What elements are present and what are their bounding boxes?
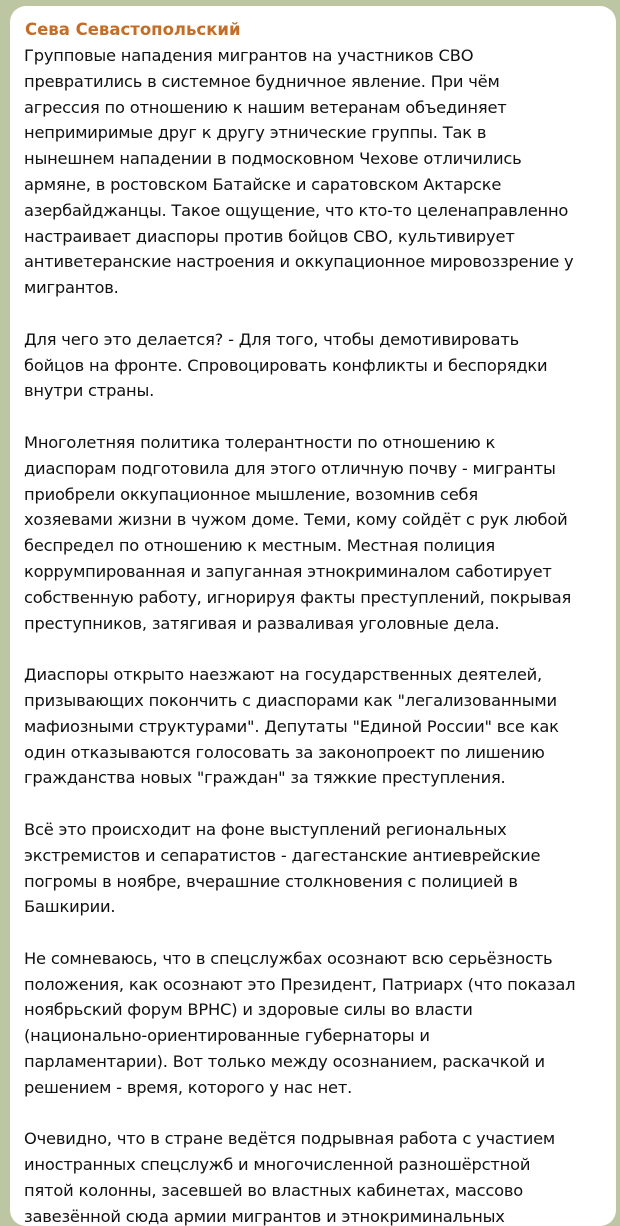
message-line: Для чего это делается? - Для того, чтобы демотивировать — [24, 329, 519, 349]
message-line: Групповые нападения мигрантов на участников СВО — [24, 46, 474, 65]
message-line: нынешнем нападении в подмосковном Чехове отличились — [24, 149, 522, 169]
message-line: мафиозными структурами". Депутаты "Единой России" все как — [24, 716, 559, 736]
message-line: парламентарии). Вот только между осознанием, раскачкой и — [24, 1052, 545, 1072]
message-line: один отказываются голосовать за законопроект по лишению — [24, 742, 545, 762]
message-line: внутри страны. — [24, 381, 155, 401]
message-line: ноябрьский форум ВРНС) и здоровые силы во власти — [24, 1000, 473, 1020]
message-line: (национально-ориентированные губернаторы и — [24, 1026, 430, 1046]
message-line: Диаспоры открыто наезжают на государственных деятелей, — [24, 665, 543, 685]
message-line: Не сомневаюсь, что в спецслужбах осознают всю серьёзность — [24, 948, 553, 968]
message-paragraph — [24, 327, 602, 404]
message-line: приобрели оккупационное мышление, возомнив себя — [24, 484, 478, 504]
message-line: Всё это происходит на фоне выступлений региональных — [24, 819, 507, 839]
message-line: агрессия по отношению к нашим ветеранам объединяет — [24, 97, 507, 117]
message-line: экстремистов и сепаратистов - дагестанские антиеврейские — [24, 845, 541, 865]
message-line: положения, как осознают это Президент, Патриарх (что показал — [24, 974, 576, 994]
message-line: призывающих покончить с диаспорами как "легализованными — [24, 690, 557, 710]
message-paragraph — [24, 946, 602, 1101]
message-line: антиветеранские настроения и оккупационное мировоззрение у — [24, 252, 574, 272]
message-line: собственную работу, игнорируя факты преступлений, покрывая — [24, 587, 572, 607]
message-line: азербайджанцы. Такое ощущение, что кто-то целенаправленно — [24, 200, 569, 220]
message-line: диаспорам подготовила для этого отличную почву - мигранты — [24, 458, 556, 478]
message-line: преступников, затягивая и разваливая уголовные дела. — [24, 613, 500, 633]
message-line: Многолетняя политика толерантности по отношению к — [24, 432, 496, 452]
message-line: непримиримые друг к другу этнические группы. Так в — [24, 123, 487, 143]
message-text — [24, 43, 602, 1226]
message-paragraph — [24, 430, 602, 636]
message-line: завезённой сюда армии мигрантов и этнокриминальных — [24, 1206, 505, 1226]
message-line: мигрантов. — [24, 278, 119, 298]
message-paragraph — [24, 1126, 602, 1226]
message-line: Башкирии. — [24, 897, 116, 917]
message-line: превратились в системное будничное явление. При чём — [24, 71, 500, 91]
message-line: решением - время, которого у нас нет. — [24, 1077, 353, 1097]
message-paragraph — [24, 817, 602, 920]
sender-name[interactable]: Сева Севастопольский — [25, 20, 241, 39]
message-line: гражданства новых "граждан" за тяжкие преступления. — [24, 768, 506, 788]
message-line: армяне, в ростовском Батайске и саратовском Актарске — [24, 174, 502, 194]
message-line: иностранных спецслужб и многочисленной разношёрстной — [24, 1155, 531, 1175]
message-paragraph — [24, 662, 602, 791]
message-line: хозяевами жизни в чужом доме. Теми, кому сойдёт с рук любой — [24, 510, 568, 530]
message-line: беспредел по отношению к местным. Местная полиция — [24, 536, 495, 556]
message-line: настраивает диаспоры против бойцов СВО, культивирует — [24, 226, 515, 246]
message-line: Очевидно, что в стране ведётся подрывная работа с участием — [24, 1129, 555, 1149]
message-paragraph — [24, 43, 602, 301]
message-line: пятой колонны, засевшей во властных кабинетах, массово — [24, 1181, 524, 1201]
message-line: погромы в ноябре, вчерашние столкновения с полицией в — [24, 871, 518, 891]
message-line: коррумпированная и запуганная этнокриминалом саботирует — [24, 561, 552, 581]
message-line: бойцов на фронте. Спровоцировать конфликты и беспорядки — [24, 355, 548, 375]
message-bubble — [10, 6, 616, 1226]
